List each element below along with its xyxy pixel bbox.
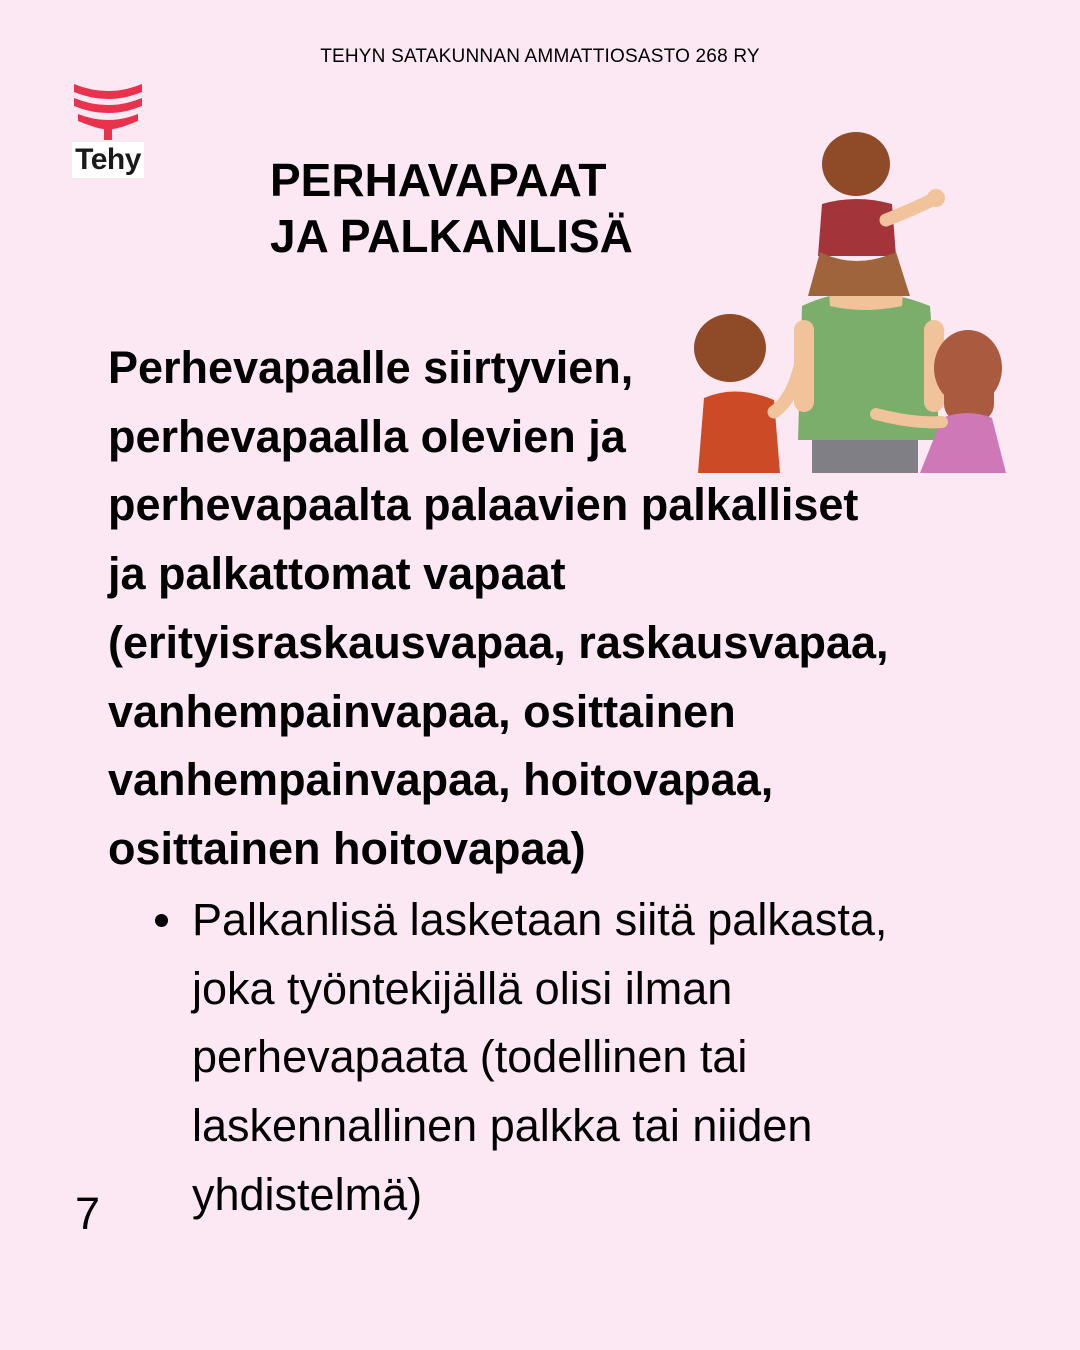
bullet-line: joka työntekijällä olisi ilman [192,962,733,1014]
bullet-dot [155,914,168,927]
lead-line: Perhevapaalle siirtyvien, [108,342,634,393]
organization-header: TEHYN SATAKUNNAN AMMATTIOSASTO 268 RY [320,46,760,67]
bullet-item [192,886,992,1230]
lead-line: osittainen hoitovapaa) [108,822,586,874]
lead-paragraph [108,334,1008,884]
bullet-line: Palkanlisä lasketaan siitä palkasta, [192,894,888,945]
lead-line: perhevapaalta palaavien palkalliset [108,479,859,531]
bullet-line: laskennallinen palkka tai niiden [192,1100,813,1152]
tehy-wordmark: Tehy [72,142,144,178]
child-on-shoulders [808,132,945,296]
lead-line: ja palkattomat vapaat [108,548,566,600]
title-line-2: JA PALKANLISÄ [270,210,633,262]
lead-line: (erityisraskausvapaa, raskausvapaa, [108,616,889,668]
tehy-logo-icon [72,80,144,142]
page-title [270,152,633,264]
lead-line: perhevapaalla olevien ja [108,410,626,462]
lead-line: vanhempainvapaa, hoitovapaa, [108,754,774,806]
bullet-line: yhdistelmä) [192,1168,423,1220]
page-number: 7 [75,1188,101,1239]
title-line-1: PERHAVAPAAT [270,154,607,206]
tehy-logo [72,80,144,178]
lead-line: vanhempainvapaa, osittainen [108,685,736,737]
bullet-line: perhevapaata (todellinen tai [192,1031,748,1083]
